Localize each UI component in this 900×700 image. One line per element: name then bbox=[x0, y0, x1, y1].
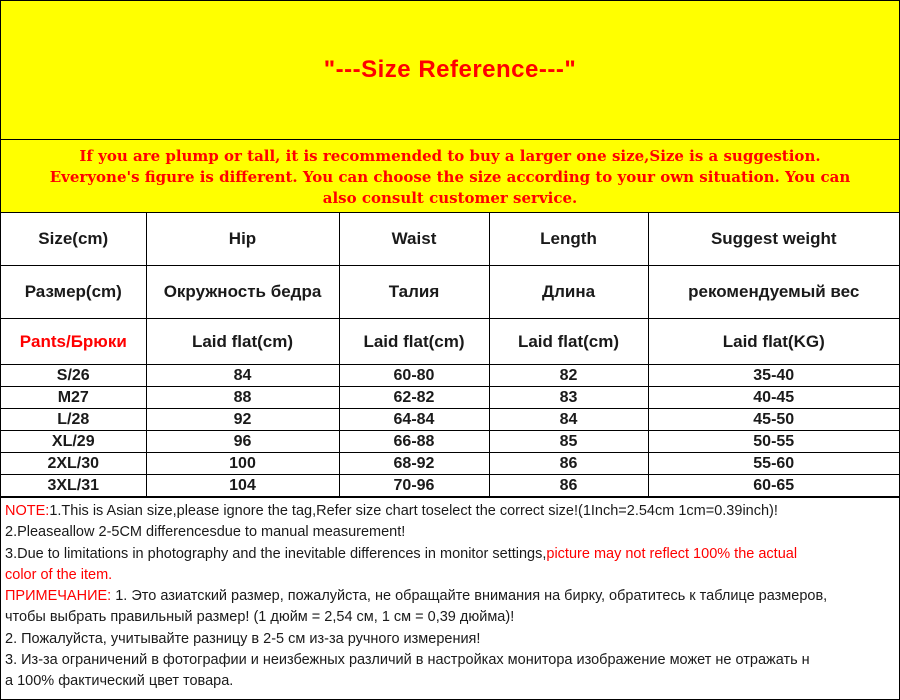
header-cell: Hip bbox=[146, 213, 339, 266]
table-cell: 64-84 bbox=[339, 409, 489, 431]
header-row-ru bbox=[1, 266, 899, 319]
header-cell: Талия bbox=[339, 266, 489, 319]
header-cell: Окружность бедра bbox=[146, 266, 339, 319]
note-line: а 100% фактический цвет товара. bbox=[5, 673, 234, 690]
table-cell: 88 bbox=[146, 387, 339, 409]
note-line: color of the item. bbox=[5, 566, 113, 583]
note-line bbox=[5, 544, 899, 565]
table-cell: 84 bbox=[489, 409, 648, 431]
table-cell: M27 bbox=[1, 387, 146, 409]
table-cell: 3XL/31 bbox=[1, 475, 146, 497]
header-cell: Длина bbox=[489, 266, 648, 319]
note-line bbox=[5, 501, 899, 522]
table-cell: 55-60 bbox=[648, 453, 899, 475]
table-cell: 83 bbox=[489, 387, 648, 409]
table-row bbox=[1, 453, 899, 475]
header-row-unit bbox=[1, 319, 899, 365]
header-cell: рекомендуемый вес bbox=[648, 266, 899, 319]
header-row-en bbox=[1, 213, 899, 266]
note-prefix: ПРИМЕЧАНИЕ: bbox=[5, 588, 112, 605]
header-cell: Suggest weight bbox=[648, 213, 899, 266]
table-cell: 50-55 bbox=[648, 431, 899, 453]
table-cell: 45-50 bbox=[648, 409, 899, 431]
notice-line: If you are plump or tall, it is recommended to buy a larger one size,Size is a suggestion. bbox=[79, 147, 821, 165]
table-row bbox=[1, 365, 899, 387]
notes-section bbox=[1, 497, 899, 693]
note-line bbox=[5, 586, 899, 607]
page-title: "---Size Reference---" bbox=[323, 56, 577, 83]
table-cell: 60-80 bbox=[339, 365, 489, 387]
header-cell: Size(cm) bbox=[1, 213, 146, 266]
table-cell: 82 bbox=[489, 365, 648, 387]
table-row bbox=[1, 387, 899, 409]
table-cell: 100 bbox=[146, 453, 339, 475]
table-cell: 66-88 bbox=[339, 431, 489, 453]
notice-band bbox=[1, 140, 899, 213]
note-text: 1.This is Asian size,please ignore the tag,Refer size chart toselect the correct size!(1Inch=2.54cm 1cm=0.39inch)! bbox=[49, 503, 778, 519]
category-label: Pants/Брюки bbox=[1, 319, 146, 365]
table-cell: 92 bbox=[146, 409, 339, 431]
notice-line: Everyone's figure is different. You can choose the size according to your own situation. You can bbox=[49, 168, 851, 186]
table-cell: 68-92 bbox=[339, 453, 489, 475]
table-cell: 35-40 bbox=[648, 365, 899, 387]
header-cell: Laid flat(KG) bbox=[648, 319, 899, 365]
table-cell: L/28 bbox=[1, 409, 146, 431]
note-text: 3.Due to limitations in photography and the inevitable differences in monitor settings, bbox=[5, 545, 547, 562]
note-line: 2.Pleaseallow 2-5CM differencesdue to manual measurement! bbox=[5, 524, 406, 541]
table-cell: 62-82 bbox=[339, 387, 489, 409]
header-cell: Размер(cm) bbox=[1, 266, 146, 319]
note-text: 1. Это азиатский размер, пожалуйста, не обращайте внимания на бирку, обратитесь к таблице размеров, bbox=[111, 588, 828, 605]
table-row bbox=[1, 431, 899, 453]
note-prefix: NOTE: bbox=[5, 503, 50, 519]
note-warning: picture may not reflect 100% the actual bbox=[546, 545, 798, 562]
table-row bbox=[1, 409, 899, 431]
header-cell: Laid flat(cm) bbox=[489, 319, 648, 365]
table-cell: 86 bbox=[489, 475, 648, 497]
table-cell: 96 bbox=[146, 431, 339, 453]
title-band bbox=[1, 1, 899, 140]
header-cell: Laid flat(cm) bbox=[339, 319, 489, 365]
table-cell: 60-65 bbox=[648, 475, 899, 497]
table-cell: 86 bbox=[489, 453, 648, 475]
size-table bbox=[1, 213, 899, 497]
table-cell: S/26 bbox=[1, 365, 146, 387]
table-cell: 85 bbox=[489, 431, 648, 453]
note-line: 3. Из-за ограничений в фотографии и неизбежных различий в настройках монитора изображение может не отражать н bbox=[5, 652, 810, 669]
table-cell: 70-96 bbox=[339, 475, 489, 497]
notice-line: also consult customer service. bbox=[322, 189, 578, 207]
table-cell: 104 bbox=[146, 475, 339, 497]
table-cell: 2XL/30 bbox=[1, 453, 146, 475]
table-cell: 84 bbox=[146, 365, 339, 387]
table-row bbox=[1, 475, 899, 497]
table-cell: 40-45 bbox=[648, 387, 899, 409]
note-line: чтобы выбрать правильный размер! (1 дюйм = 2,54 см, 1 см = 0,39 дюйма)! bbox=[5, 609, 515, 626]
header-cell: Laid flat(cm) bbox=[146, 319, 339, 365]
table-cell: XL/29 bbox=[1, 431, 146, 453]
header-cell: Length bbox=[489, 213, 648, 266]
note-line: 2. Пожалуйста, учитывайте разницу в 2-5 см из-за ручного измерения! bbox=[5, 630, 481, 647]
header-cell: Waist bbox=[339, 213, 489, 266]
